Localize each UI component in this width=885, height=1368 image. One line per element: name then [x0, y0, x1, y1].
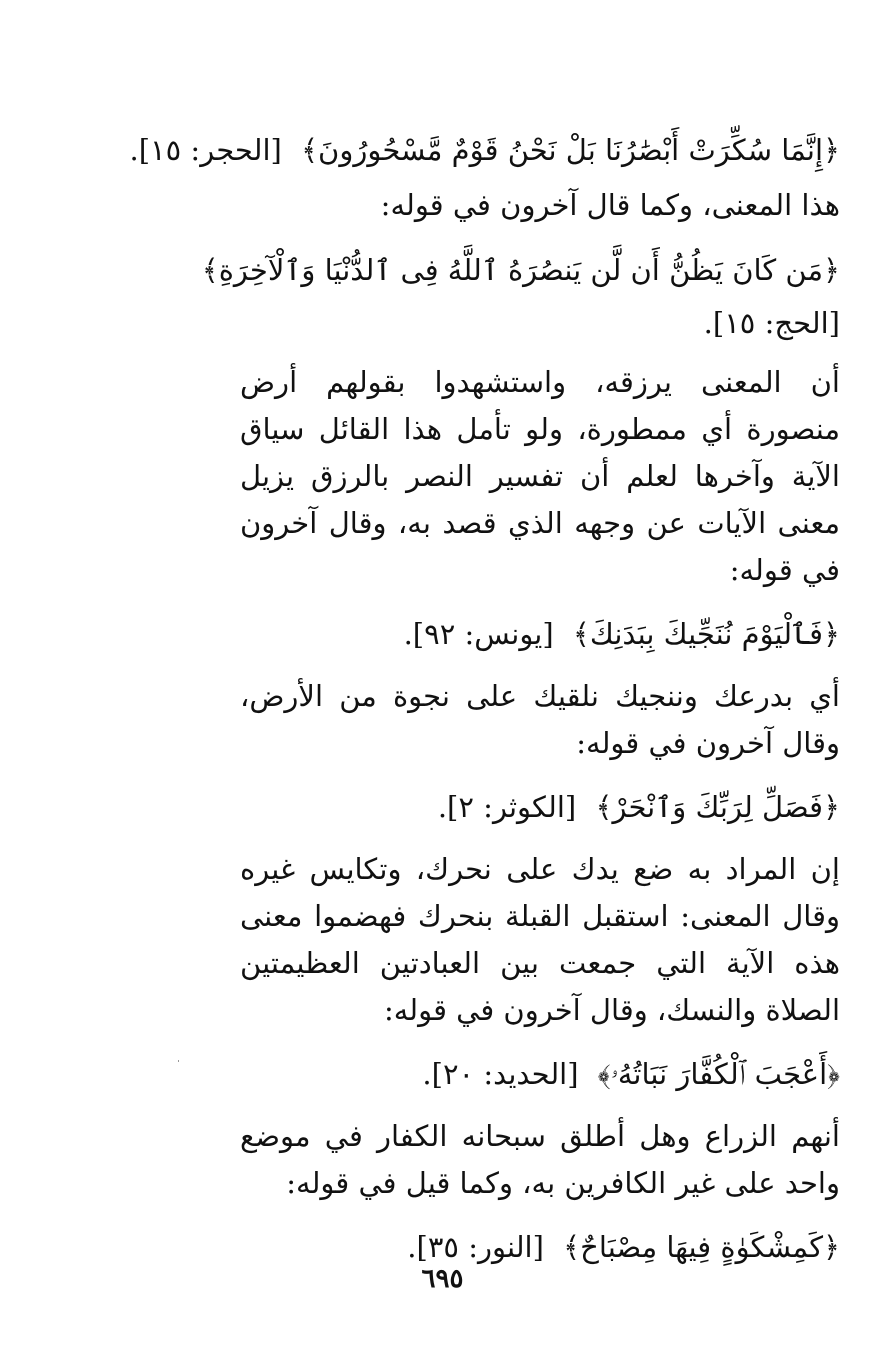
verse-text: ﴿إِنَّمَا سُكِّرَتْ أَبْصَٰرُنَا بَلْ نَحْنُ قَوْمٌ مَّسْحُورُونَ﴾ — [301, 133, 840, 167]
verse-text: ﴿كَمِشْكَوٰةٍ فِيهَا مِصْبَاحٌ﴾ — [563, 1230, 840, 1264]
verse-reference: [النور: ٣٥]. — [407, 1230, 544, 1264]
verse-reference: [الحديد: ٢٠]. — [422, 1057, 579, 1091]
paragraph: أي بدرعك وننجيك نلقيك على نجوة من الأرض، وقال آخرون في قوله: — [240, 679, 840, 760]
quran-verse-hijr — [129, 126, 840, 175]
page-number: ٦٩٥ — [421, 1264, 464, 1294]
quran-verse-yunus — [240, 610, 840, 659]
margin-mark — [178, 1060, 179, 1062]
verse-reference: [الكوثر: ٢]. — [437, 790, 577, 824]
quran-verse-kawthar — [240, 783, 840, 832]
verse-text: ﴿فَٱلْيَوْمَ نُنَجِّيكَ بِبَدَنِكَ﴾ — [572, 617, 840, 651]
verse-text: ﴿مَن كَانَ يَظُنُّ أَن لَّن يَنصُرَهُ ٱللَّهُ فِى ٱلدُّنْيَا وَٱلْآخِرَةِ﴾ — [201, 253, 840, 287]
verse-reference: [الحجر: ١٥]. — [129, 133, 282, 167]
verse-text: ﴿فَصَلِّ لِرَبِّكَ وَٱنْحَرْ﴾ — [595, 790, 840, 824]
page-body — [129, 110, 840, 1278]
verse-text: ﴿أَعْجَبَ ٱلْكُفَّارَ نَبَاتُهُۥ﴾ — [597, 1057, 840, 1091]
verse-reference: [الحج: ١٥]. — [703, 306, 840, 340]
paragraph: إن المراد به ضع يدك على نحرك، وتكايس غيره وقال المعنى: استقبل القبلة بنحرك فهضموا معنى هذه الآية التي جمعت بين العبادتين العظيمتين الصلاة والنسك، وقال آخرون في قوله: — [240, 852, 840, 1027]
text-line: هذا المعنى، وكما قال آخرون في قوله: — [380, 188, 840, 222]
quran-verse-hadid — [240, 1050, 840, 1099]
paragraph: أنهم الزراع وهل أطلق سبحانه الكفار في موضع واحد على غير الكافرين به، وكما قيل في قوله: — [240, 1119, 840, 1200]
verse-reference: [يونس: ٩٢]. — [403, 617, 554, 651]
paragraph: أن المعنى يرزقه، واستشهدوا بقولهم أرض منصورة أي ممطورة، ولو تأمل هذا القائل سياق الآية وآخرها لعلم أن تفسير النصر بالرزق يزيل معنى الآيات عن وجهه الذي قصد به، وقال آخرون في قوله: — [240, 365, 840, 587]
quran-verse-hajj — [201, 246, 840, 295]
